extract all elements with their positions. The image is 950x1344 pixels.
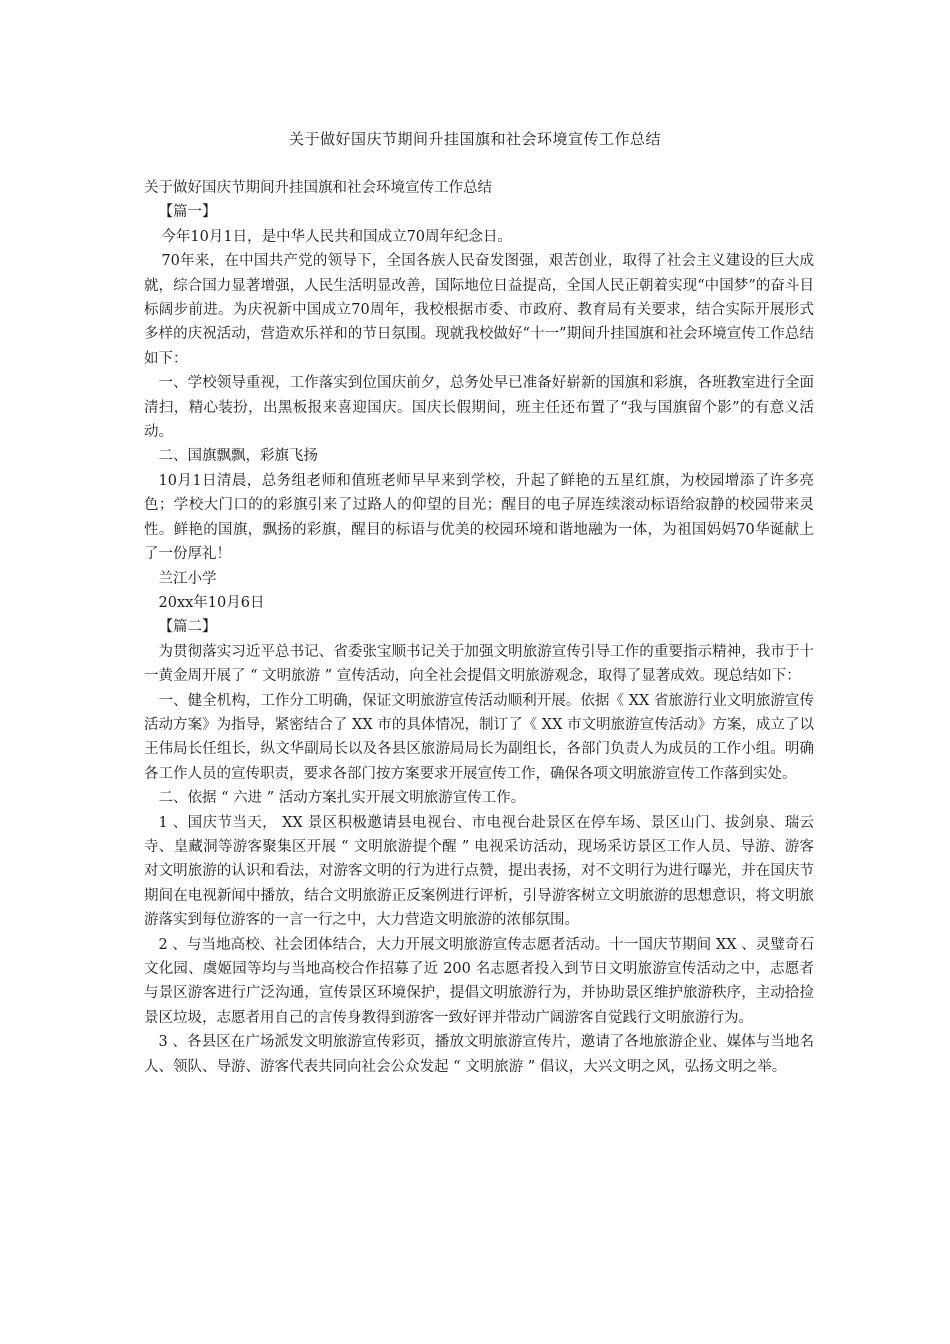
subheading: 二、依据 “ 六进 ” 活动方案扎实开展文明旅游宣传工作。 [158, 790, 526, 807]
section-label-1: 【篇一】 [158, 204, 217, 221]
signature-school: 兰江小学 [158, 570, 217, 587]
paragraph: 今年10月1日，是中华人民共和国成立70周年纪念日。 [161, 228, 513, 245]
paragraph: 70年来，在中国共产党的领导下，全国各族人民奋发图强，艰苦创业，取得了社会主义建设的巨大成就，综合国力显著增强，人民生活明显改善，国际地位日益提高，全国人民正朝着实现“中国梦”的奋斗目标阔步前进。为庆祝新中国成立70周年，我校根据市委、市政府、教育局有关要求，结合实际开展形式多样的庆祝活动，营造欢乐祥和的节日氛围。现就我校做好“十一”期间升挂国旗和社会环境宣传工作总结如下： [144, 253, 814, 367]
section-label-2: 【篇二】 [158, 619, 217, 636]
paragraph: 为贯彻落实习近平总书记、省委张宝顺书记关于加强文明旅游宣传引导工作的重要指示精神，我市于十一黄金周开展了 “ 文明旅游 ” 宣传活动，向全社会提倡文明旅游观念，取得了显著成效。现总结如下： [144, 643, 814, 685]
document-title: 关于做好国庆节期间升挂国旗和社会环境宣传工作总结 [288, 130, 661, 148]
signature-date: 20xx年10月6日 [158, 594, 265, 611]
paragraph: 2 、与当地高校、社会团体结合，大力开展文明旅游宣传志愿者活动。十一国庆节期间 XX 、灵璧奇石文化园、虞姬园等均与当地高校合作招募了近 200 名志愿者投入到节日文明旅游宣传活动之中，志愿者与景区游客进行广泛沟通，宣传景区环境保护，提倡文明旅游行为，并协助景区维护旅游秩序，主动拾捡景区垃圾，志愿者用自己的言传身教得到游客一致好评并带动广阔游客自觉践行文明旅游行为。 [144, 936, 814, 1026]
paragraph: 1 、国庆节当天， XX 景区积极邀请县电视台、市电视台赴景区在停车场、景区山门、拔剑泉、瑞云寺、皇藏洞等游客聚集区开展 “ 文明旅游提个醒 ” 电视采访活动，现场采访景区工作人员、导游、游客对文明旅游的认识和看法，对游客文明的行为进行点赞，提出表扬，对不文明行为进行曝光，并在国庆节期间在电视新闻中播放，结合文明旅游正反案例进行评析，引导游客树立文明旅游的思想意识，将文明旅游落实到每位游客的一言一行之中，大力营造文明旅游的浓郁氛围。 [144, 814, 814, 929]
subheading: 二、国旗飘飘，彩旗飞扬 [158, 448, 318, 465]
paragraph: 3 、各县区在广场派发文明旅游宣传彩页，播放文明旅游宣传片，邀请了各地旅游企业、媒体与当地名人、领队、导游、游客代表共同向社会公众发起 “ 文明旅游 ” 倡议，大兴文明之风，弘扬文明之举。 [144, 1034, 814, 1075]
paragraph: 一、学校领导重视，工作落实到位国庆前夕，总务处早已准备好崭新的国旗和彩旗，各班教室进行全面清扫，精心装扮，出黑板报来喜迎国庆。国庆长假期间，班主任还布置了“我与国旗留个影”的有意义活动。 [144, 375, 814, 441]
document-body [144, 176, 814, 1079]
paragraph: 一、健全机构，工作分工明确，保证文明旅游宣传活动顺利开展。依据《 XX 省旅游行业文明旅游宣传活动方案》为指导，紧密结合了 XX 市的具体情况，制订了《 XX 市文明旅游宣传活动》方案，成立了以王伟局长任组长，纵文华副局长以及各县区旅游局局长为副组长，各部门负责人为成员的工作小组。明确各工作人员的宣传职责，要求各部门按方案要求开展宣传工作，确保各项文明旅游宣传工作落到实处。 [144, 692, 814, 782]
paragraph: 10月1日清晨，总务组老师和值班老师早早来到学校，升起了鲜艳的五星红旗，为校园增添了许多亮色；学校大门口的的彩旗引来了过路人的仰望的目光；醒目的电子屏连续滚动标语给寂静的校园带来灵性。鲜艳的国旗，飘扬的彩旗，醒目的标语与优美的校园环境和谐地融为一体，为祖国妈妈70华诞献上了一份厚礼！ [144, 472, 814, 563]
body-heading: 关于做好国庆节期间升挂国旗和社会环境宣传工作总结 [144, 180, 492, 196]
